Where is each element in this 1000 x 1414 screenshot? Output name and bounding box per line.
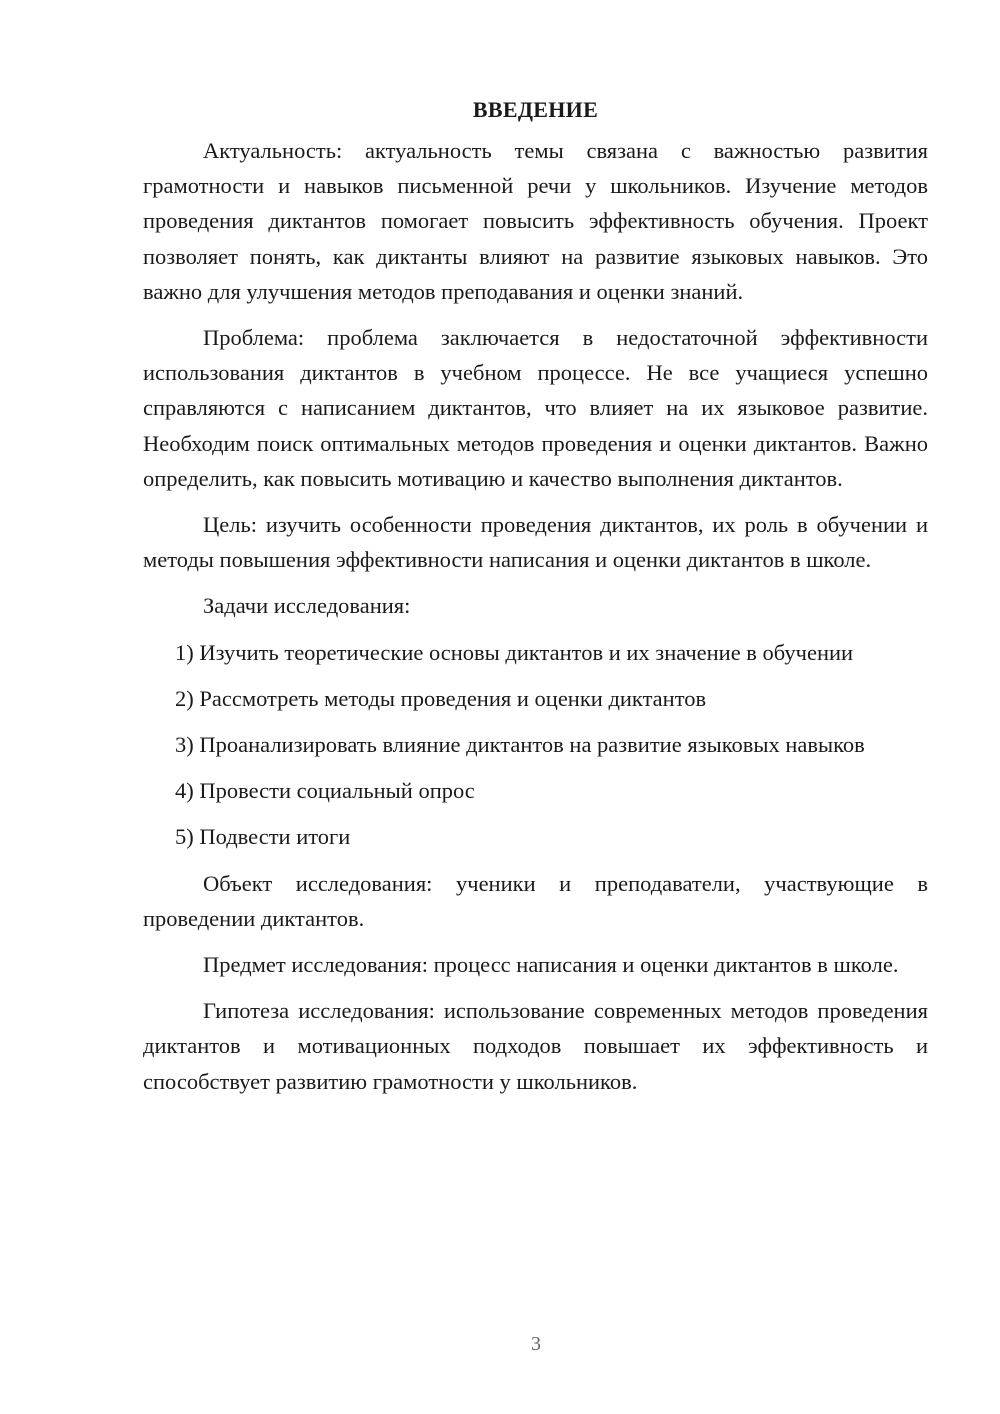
task-item: 5) Подвести итоги — [175, 824, 351, 850]
task-item: 1) Изучить теоретические основы диктантов и их значение в обучении — [175, 639, 854, 665]
task-item: 4) Провести социальный опрос — [175, 778, 475, 804]
object-paragraph: Объект исследования: ученики и преподаватели, участвующие в проведении диктантов. — [143, 870, 928, 931]
subject-paragraph: Предмет исследования: процесс написания и оценки диктантов в школе. — [203, 952, 899, 978]
tasks-list — [143, 635, 928, 855]
page-number: 3 — [531, 1333, 541, 1355]
document-page — [143, 92, 928, 1110]
task-item: 2) Рассмотреть методы проведения и оценки диктантов — [175, 685, 707, 711]
problem-paragraph: Проблема: проблема заключается в недостаточной эффективности использования диктантов в учебном процессе. Не все учащиеся успешно справляются с написанием диктантов, что влияет на их языковое развитие. Необходим поиск оптимальных методов проведения и оценки диктантов. Важно определить, как повысить мотивацию и качество выполнения диктантов. — [143, 325, 928, 491]
goal-paragraph: Цель: изучить особенности проведения диктантов, их роль в обучении и методы повышения эффективности написания и оценки диктантов в школе. — [143, 512, 928, 573]
hypothesis-paragraph: Гипотеза исследования: использование современных методов проведения диктантов и мотивационных подходов повышает их эффективность и способствует развитию грамотности у школьников. — [143, 998, 928, 1094]
document-title: ВВЕДЕНИЕ — [472, 97, 599, 122]
tasks-heading: Задачи исследования: — [203, 593, 411, 619]
task-item: 3) Проанализировать влияние диктантов на развитие языковых навыков — [175, 732, 865, 758]
relevance-paragraph: Актуальность: актуальность темы связана с важностью развития грамотности и навыков письменной речи у школьников. Изучение методов проведения диктантов помогает повысить эффективность обучения. Проект позволяет понять, как диктанты влияют на развитие языковых навыков. Это важно для улучшения методов преподавания и оценки знаний. — [143, 138, 928, 304]
